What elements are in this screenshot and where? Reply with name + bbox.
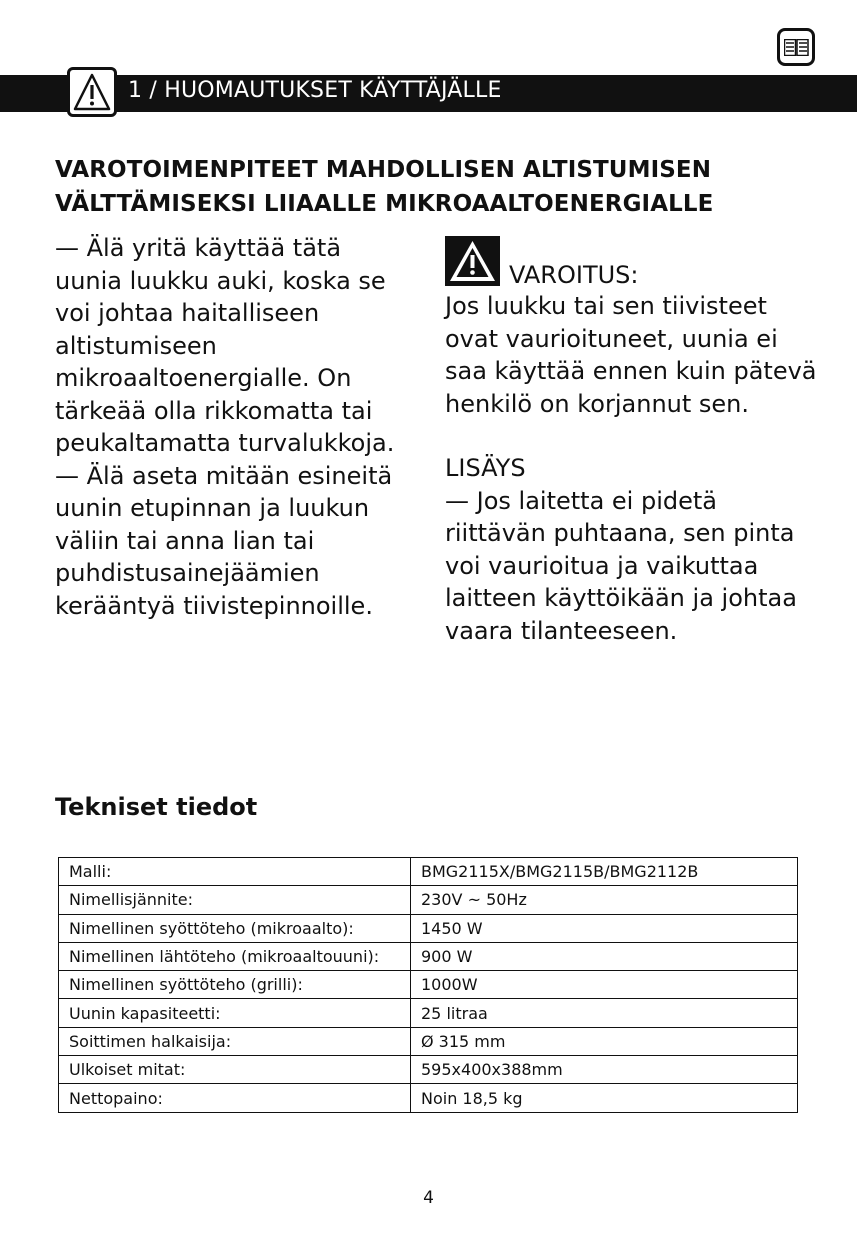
instruction-paragraph: — Älä yritä käyttää tätä uunia luukku auki, koska se voi johtaa haitalliseen altistumiseen mikroaaltoenergialle. On tärkeää olla rikkomatta tai peukaltamatta turvalukkoja.	[55, 234, 395, 457]
right-column	[445, 234, 825, 647]
spec-label: Malli:	[59, 858, 411, 886]
spec-value: 1450 W	[411, 914, 798, 942]
warning-label: VAROITUS:	[509, 261, 639, 289]
manual-book-icon	[777, 28, 815, 66]
spec-label: Nimellinen lähtöteho (mikroaaltouuni):	[59, 942, 411, 970]
specs-table	[58, 857, 798, 1113]
warning-text: Jos luukku tai sen tiivisteet ovat vaurioituneet, uunia ei saa käyttää ennen kuin pätevä henkilö on korjannut sen.	[445, 292, 817, 418]
spec-value: Ø 315 mm	[411, 1027, 798, 1055]
addition-text: — Jos laitetta ei pidetä riittävän puhtaana, sen pinta voi vaurioitua ja vaikuttaa laitteen käyttöikään ja johtaa vaara tilanteeseen.	[445, 486, 797, 645]
spec-label: Soittimen halkaisija:	[59, 1027, 411, 1055]
heading-line-1: VAROTOIMENPITEET MAHDOLLISEN ALTISTUMISEN	[55, 157, 712, 183]
spec-value: 900 W	[411, 942, 798, 970]
table-row	[59, 914, 798, 942]
spec-value: 595x400x388mm	[411, 1056, 798, 1084]
left-column	[55, 232, 400, 622]
spec-label: Uunin kapasiteetti:	[59, 999, 411, 1027]
table-row	[59, 858, 798, 886]
table-row	[59, 1084, 798, 1112]
page-heading	[55, 153, 815, 221]
table-row	[59, 1027, 798, 1055]
warning-triangle-icon	[445, 236, 500, 286]
table-row	[59, 886, 798, 914]
specs-title: Tekniset tiedot	[55, 793, 258, 821]
spec-value: 1000W	[411, 971, 798, 999]
spec-value: 230V ~ 50Hz	[411, 886, 798, 914]
spec-label: Ulkoiset mitat:	[59, 1056, 411, 1084]
spec-label: Nimellinen syöttöteho (mikroaalto):	[59, 914, 411, 942]
spec-value: Noin 18,5 kg	[411, 1084, 798, 1112]
spec-label: Nimellisjännite:	[59, 886, 411, 914]
warning-heading	[445, 234, 825, 290]
addition-label: LISÄYS	[445, 454, 526, 482]
section-header-title: 1 / HUOMAUTUKSET KÄYTTÄJÄLLE	[128, 78, 502, 103]
heading-line-2: VÄLTTÄMISEKSI LIIAALLE MIKROAALTOENERGIALLE	[55, 191, 714, 217]
instruction-paragraph: — Älä aseta mitään esineitä uunin etupinnan ja luukun väliin tai anna lian tai puhdistusainejäämien kerääntyä tiivistepinnoille.	[55, 461, 393, 620]
warning-triangle-icon	[67, 67, 117, 117]
spec-value: BMG2115X/BMG2115B/BMG2112B	[411, 858, 798, 886]
page-number: 4	[423, 1188, 434, 1208]
table-row	[59, 1056, 798, 1084]
spec-value: 25 litraa	[411, 999, 798, 1027]
spec-label: Nettopaino:	[59, 1084, 411, 1112]
table-row	[59, 942, 798, 970]
spec-label: Nimellinen syöttöteho (grilli):	[59, 971, 411, 999]
table-row	[59, 971, 798, 999]
table-row	[59, 999, 798, 1027]
